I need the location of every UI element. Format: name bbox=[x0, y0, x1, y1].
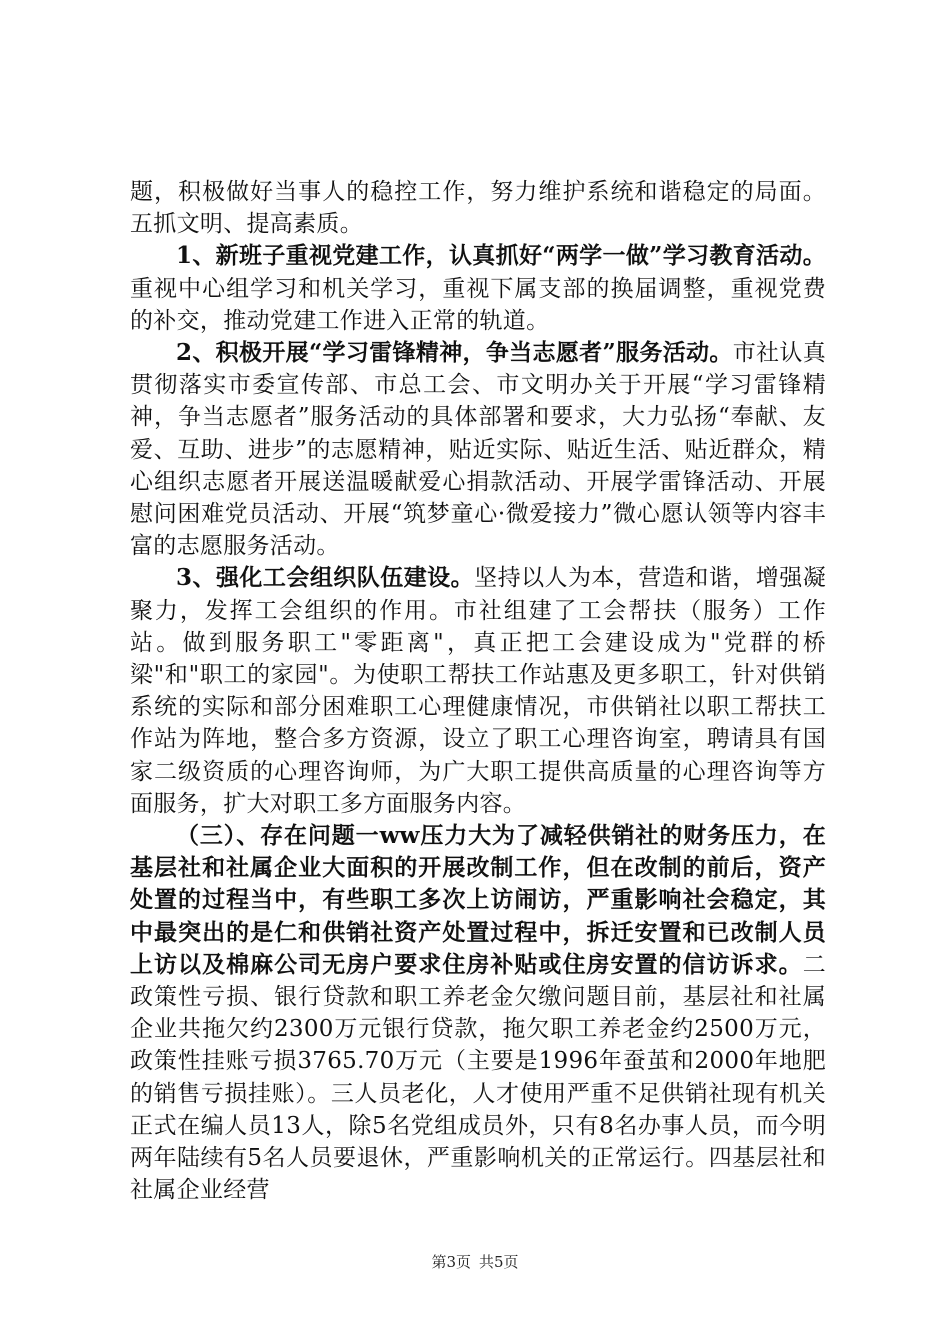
document-body bbox=[130, 176, 826, 1207]
paragraph-party-building bbox=[130, 240, 826, 337]
paragraph-union-building bbox=[130, 562, 826, 820]
paragraph-heading: 3、强化工会组织队伍建设。 bbox=[176, 564, 475, 592]
paragraph-text: 坚持以人为本，营造和谐，增强凝聚力，发挥工会组织的作用。市社组建了工会帮扶（服务）工作站。做到服务职工"零距离"，真正把工会建设成为"党群的桥梁"和"职工的家园"。为使职工帮扶工作站惠及更多职工，针对供销系统的实际和部分困难职工心理健康情况，市供销社以职工帮扶工作站为阵地，整合多方资源，设立了职工心理咨询室，聘请具有国家二级资质的心理咨询师，为广大职工提供高质量的心理咨询等方面服务，扩大对职工多方面服务内容。 bbox=[130, 565, 827, 817]
paragraph-text: 重视中心组学习和机关学习，重视下属支部的换届调整，重视党费的补交，推动党建工作进入正常的轨道。 bbox=[130, 275, 826, 334]
paragraph-heading: 1、新班子重视党建工作，认真抓好“两学一做”学习教育活动。 bbox=[176, 242, 826, 270]
paragraph-heading: 2、积极开展“学习雷锋精神，争当志愿者”服务活动。 bbox=[176, 339, 733, 367]
paragraph-existing-problems bbox=[130, 820, 826, 1206]
paragraph-continuation bbox=[130, 176, 826, 240]
page-number: 第3页 bbox=[431, 1253, 471, 1271]
paragraph-volunteer-activity bbox=[130, 337, 826, 562]
paragraph-text: 题，积极做好当事人的稳控工作，努力维护系统和谐稳定的局面。五抓文明、提高素质。 bbox=[130, 179, 826, 238]
page-total: 共5页 bbox=[479, 1253, 519, 1271]
paragraph-text: 二政策性亏损、银行贷款和职工养老金欠缴问题目前，基层社和社属企业共拖欠约2300万元银行贷款，拖欠职工养老金约2500万元，政策性挂账亏损3765.70万元（主要是1996年蚕茧和2000年地肥的销售亏损挂账）。三人员老化，人才使用严重不足供销社现有机关正式在编人员13人，除5名党组成员外，只有8名办事人员，而今明两年陆续有5名人员要退休，严重影响机关的正常运行。四基层社和社属企业经营 bbox=[130, 951, 826, 1204]
paragraph-text: 市社认真贯彻落实市委宣传部、市总工会、市文明办关于开展“学习雷锋精神，争当志愿者”服务活动的具体部署和要求，大力弘扬“奉献、友爱、互助、进步”的志愿精神，贴近实际、贴近生活、贴近群众，精心组织志愿者开展送温暖献爱心捐款活动、开展学雷锋活动、开展慰问困难党员活动、开展“筑梦童心·微爱接力”微心愿认领等内容丰富的志愿服务活动。 bbox=[130, 340, 826, 560]
page-footer bbox=[0, 1252, 950, 1272]
section-heading: （三）、存在问题一ww压力大为了减轻供销社的财务压力，在基层社和社属企业大面积的开展改制工作，但在改制的前后，资产处置的过程当中，有些职工多次上访闹访，严重影响社会稳定，其中最突出的是仁和供销社资产处置过程中，拆迁安置和已改制人员上访以及棉麻公司无房户要求住房补贴或住房安置的信访诉求。 bbox=[130, 822, 826, 978]
